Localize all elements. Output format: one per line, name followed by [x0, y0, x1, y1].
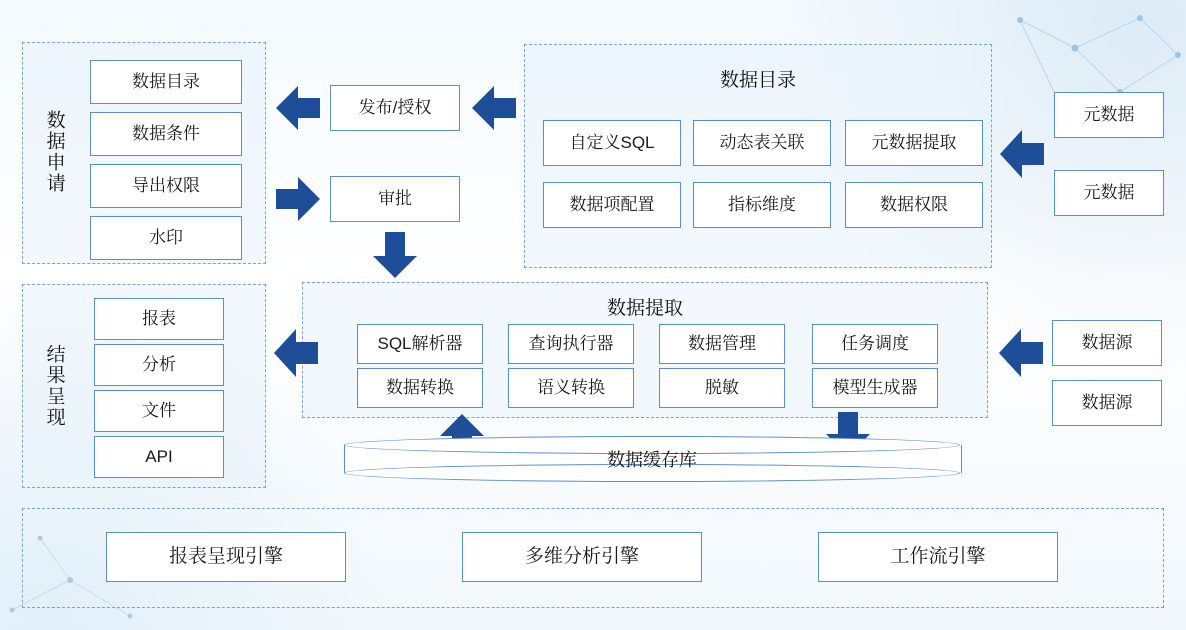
- extract-item-6-label: 脱敏: [705, 377, 739, 397]
- gate-approval[interactable]: [330, 176, 460, 222]
- catalog-item-1[interactable]: [693, 120, 831, 166]
- engine-2-label: 工作流引擎: [890, 545, 986, 567]
- extract-item-6[interactable]: [659, 368, 785, 408]
- metadata-source-1[interactable]: [1054, 170, 1164, 216]
- catalog-item-1-label: 动态表关联: [719, 132, 805, 152]
- gate-publish-authorize-label: 发布/授权: [358, 97, 432, 117]
- catalog-item-2[interactable]: [845, 120, 983, 166]
- gate-publish-authorize[interactable]: [330, 85, 460, 131]
- extract-item-5[interactable]: [508, 368, 634, 408]
- engine-2[interactable]: [818, 532, 1058, 582]
- data-cache-store: [344, 436, 960, 482]
- extract-item-7-label: 模型生成器: [832, 377, 918, 397]
- request-item-1-label: 数据条件: [132, 123, 200, 143]
- result-item-2[interactable]: [94, 390, 224, 432]
- request-item-2-label: 导出权限: [132, 175, 200, 195]
- result-item-1[interactable]: [94, 344, 224, 386]
- request-item-3-label: 水印: [149, 227, 183, 247]
- request-item-2[interactable]: [90, 164, 242, 208]
- data-source-1-label: 数据源: [1081, 392, 1133, 412]
- metadata-source-0-label: 元数据: [1083, 104, 1135, 124]
- catalog-item-5[interactable]: [845, 182, 983, 228]
- data-request-panel-label: 数据申请: [43, 110, 65, 194]
- gate-approval-label: 审批: [378, 188, 412, 208]
- result-item-3[interactable]: [94, 436, 224, 478]
- extract-item-7[interactable]: [812, 368, 938, 408]
- result-item-1-label: 分析: [142, 354, 176, 374]
- extract-item-5-label: 语义转换: [537, 377, 605, 397]
- engine-0-label: 报表呈现引擎: [168, 545, 283, 567]
- arrow-metadata-to-catalog-icon: [1000, 126, 1044, 182]
- data-cache-store-label: 数据缓存库: [607, 450, 697, 470]
- arrow-request-to-approval-icon: [276, 173, 320, 225]
- data-source-0[interactable]: [1052, 320, 1162, 366]
- extract-item-4-label: 数据转换: [386, 377, 454, 397]
- catalog-item-0[interactable]: [543, 120, 681, 166]
- data-extract-title: 数据提取: [606, 298, 683, 319]
- engine-1-label: 多维分析引擎: [524, 545, 639, 567]
- arrow-approval-to-extract-icon: [369, 232, 421, 278]
- engine-1[interactable]: [462, 532, 702, 582]
- arrow-datasource-to-extract-icon: [999, 325, 1043, 381]
- extract-item-4[interactable]: [357, 368, 483, 408]
- extract-item-1[interactable]: [508, 324, 634, 364]
- extract-item-3-label: 任务调度: [841, 333, 909, 353]
- catalog-item-4[interactable]: [693, 182, 831, 228]
- result-item-0[interactable]: [94, 298, 224, 340]
- result-presentation-panel-label: 结果呈现: [43, 344, 65, 428]
- data-source-1[interactable]: [1052, 380, 1162, 426]
- result-item-0-label: 报表: [142, 308, 176, 328]
- request-item-0-label: 数据目录: [132, 71, 200, 91]
- extract-item-3[interactable]: [812, 324, 938, 364]
- metadata-source-1-label: 元数据: [1083, 182, 1135, 202]
- extract-item-1-label: 查询执行器: [528, 333, 614, 353]
- extract-item-0-label: SQL解析器: [377, 333, 463, 353]
- engine-0[interactable]: [106, 532, 346, 582]
- request-item-0[interactable]: [90, 60, 242, 104]
- catalog-item-2-label: 元数据提取: [871, 132, 957, 152]
- extract-item-2-label: 数据管理: [688, 333, 756, 353]
- result-item-2-label: 文件: [142, 400, 176, 420]
- catalog-item-3[interactable]: [543, 182, 681, 228]
- result-item-3-label: API: [145, 446, 173, 466]
- request-item-3[interactable]: [90, 216, 242, 260]
- arrow-catalog-to-publish-icon: [472, 82, 516, 134]
- catalog-item-4-label: 指标维度: [728, 194, 796, 214]
- catalog-item-3-label: 数据项配置: [569, 194, 655, 214]
- extract-item-2[interactable]: [659, 324, 785, 364]
- data-source-0-label: 数据源: [1081, 332, 1133, 352]
- request-item-1[interactable]: [90, 112, 242, 156]
- data-catalog-title: 数据目录: [719, 70, 796, 91]
- extract-item-0[interactable]: [357, 324, 483, 364]
- metadata-source-0[interactable]: [1054, 92, 1164, 138]
- arrow-publish-to-request-icon: [276, 82, 320, 134]
- catalog-item-5-label: 数据权限: [880, 194, 948, 214]
- catalog-item-0-label: 自定义SQL: [569, 132, 655, 152]
